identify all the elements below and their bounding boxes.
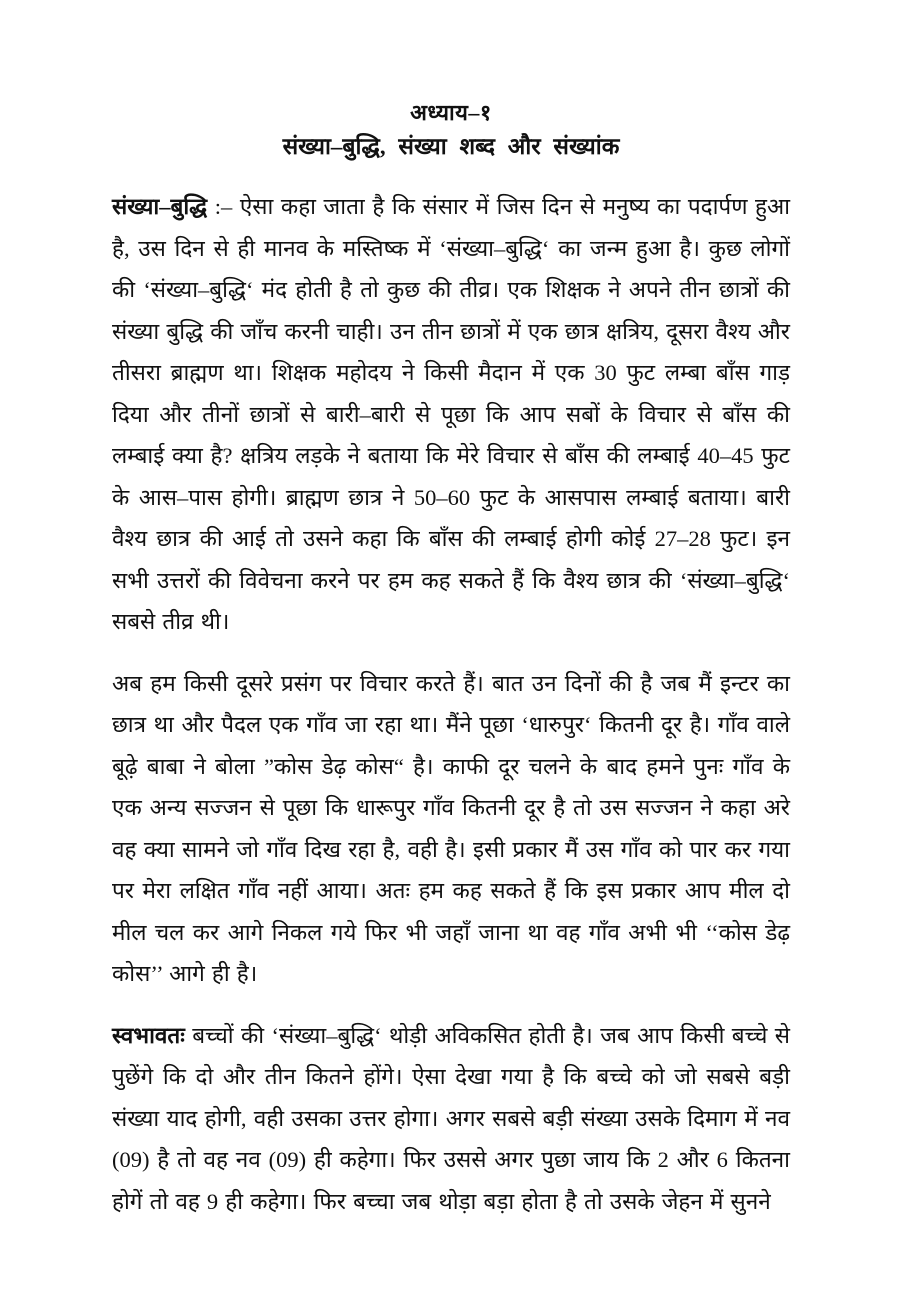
paragraph-2	[112, 663, 790, 995]
paragraph-2-text: अब हम किसी दूसरे प्रसंग पर विचार करते हैं। बात उन दिनों की है जब मैं इन्टर का छात्र था और पैदल एक गाँव जा रहा था। मैंने पूछा ‘धारुपुर‘ कितनी दूर है। गाँव वाले बूढ़े बाबा ने बोला ”कोस डेढ़ कोस“ है। काफी दूर चलने के बाद हमने पुनः गाँव के एक अन्य सज्जन से पूछा कि धारूपुर गाँव कितनी दूर है तो उस सज्जन ने कहा अरे वह क्या सामने जो गाँव दिख रहा है, वही है। इसी प्रकार मैं उस गाँव को पार कर गया पर मेरा लक्षित गाँव नहीं आया। अतः हम कह सकते हैं कि इस प्रकार आप मील दो मील चल कर आगे निकल गये फिर भी जहाँ जाना था वह गाँव अभी भी ‘‘कोस डेढ़ कोस’’ आगे ही है।	[112, 670, 790, 987]
chapter-label: अध्याय–१	[410, 100, 492, 125]
paragraph-3	[112, 1015, 790, 1223]
run-in-separator-1: :–	[207, 194, 240, 220]
paragraph-3-text: बच्चों की ‘संख्या–बुद्धि‘ थोड़ी अविकसित होती है। जब आप किसी बच्चे से पुछेंगे कि दो और तीन कितने होंगे। ऐसा देखा गया है कि बच्चे को जो सबसे बड़ी संख्या याद होगी, वही उसका उत्तर होगा। अगर सबसे बड़ी संख्या उसके दिमाग में नव (09) है तो वह नव (09) ही कहेगा। फिर उससे अगर पुछा जाय कि 2 और 6 कितना होगें तो वह 9 ही कहेगा। फिर बच्चा जब थोड़ा बड़ा होता है तो उसके जेहन में सुनने	[112, 1022, 791, 1214]
run-in-heading-3: स्वभावतः	[112, 1022, 185, 1048]
run-in-heading-1: संख्या–बुद्धि	[112, 194, 208, 220]
paragraph-1	[112, 186, 790, 643]
chapter-title: संख्या–बुद्धि, संख्या शब्द और संख्यांक	[282, 134, 620, 160]
page-content	[112, 100, 790, 1222]
paragraph-1-text: ऐसा कहा जाता है कि संसार में जिस दिन से मनुष्य का पदार्पण हुआ है, उस दिन से ही मानव के मस्तिष्क में ‘संख्या–बुद्धि‘ का जन्म हुआ है। कुछ लोगों की ‘संख्या–बुद्धि‘ मंद होती है तो कुछ की तीव्र। एक शिक्षक ने अपने तीन छात्रों की संख्या बुद्धि की जाँच करनी चाही। उन तीन छात्रों में एक छात्र क्षत्रिय, दूसरा वैश्य और तीसरा ब्राह्मण था। शिक्षक महोदय ने किसी मैदान में एक 30 फुट लम्बा बाँस गाड़ दिया और तीनों छात्रों से बारी–बारी से पूछा कि आप सबों के विचार से बाँस की लम्बाई क्या है? क्षत्रिय लड़के ने बताया कि मेरे विचार से बाँस की लम्बाई 40–45 फुट के आस–पास होगी। ब्राह्मण छात्र ने 50–60 फुट के आसपास लम्बाई बताया। बारी वैश्य छात्र की आई तो उसने कहा कि बाँस की लम्बाई होगी कोई 27–28 फुट। इन सभी उत्तरों की विवेचना करने पर हम कह सकते हैं कि वैश्य छात्र की ‘संख्या–बुद्धि‘ सबसे तीव्र थी।	[112, 194, 790, 635]
